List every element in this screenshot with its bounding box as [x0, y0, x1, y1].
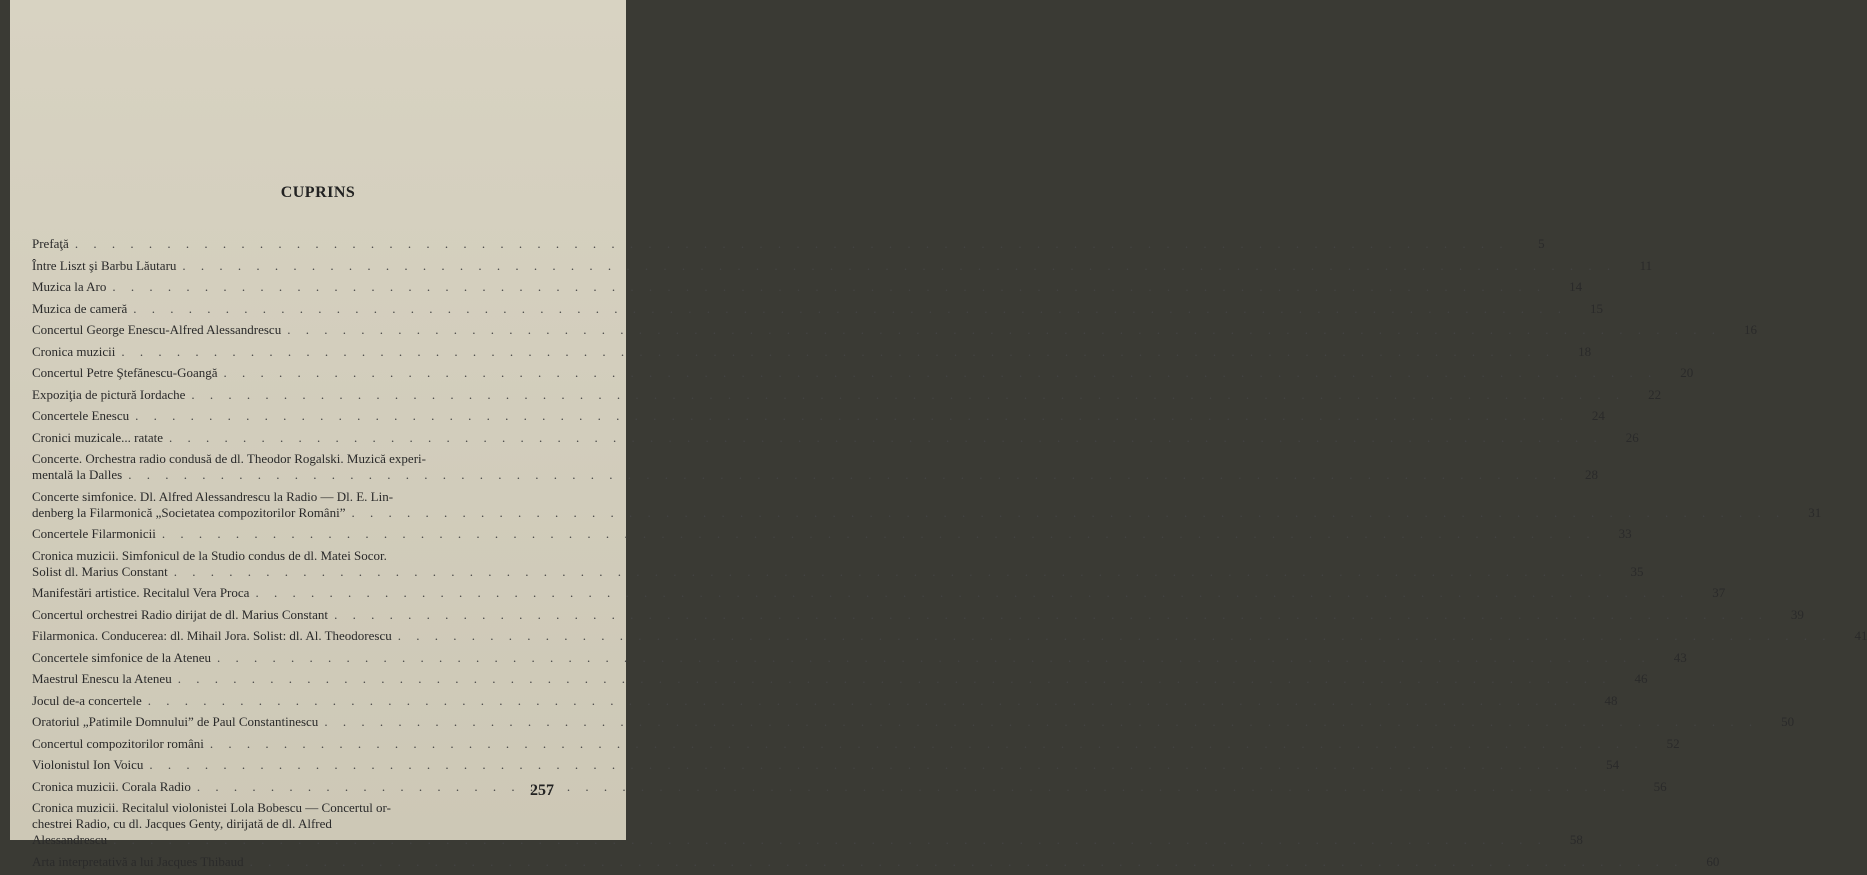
- toc-entry-title-line: Concertul Petre Ştefănescu-Goangă: [32, 365, 218, 380]
- dot-leader: [121, 344, 1555, 360]
- toc-entry-title-line: Concertul compozitorilor români: [32, 735, 204, 751]
- dot-leader: [224, 365, 1658, 381]
- dot-leader: [398, 628, 1832, 644]
- toc-entry-title-line: Solist dl. Marius Constant: [32, 563, 168, 579]
- toc-entry: [32, 671, 1648, 687]
- toc-entry: [32, 714, 1795, 730]
- toc-entry-page: 26: [1625, 429, 1639, 445]
- toc-entry: [32, 757, 1620, 773]
- toc-entry-page: 60: [1706, 853, 1720, 869]
- dot-leader: [174, 564, 1608, 580]
- toc-entry-title-line: chestrei Radio, cu dl. Jacques Genty, dirijată de dl. Alfred: [32, 816, 332, 831]
- toc-entry-page: 11: [1639, 257, 1653, 273]
- toc-entry-page: 15: [1590, 300, 1604, 316]
- toc-entry-page: 31: [1808, 504, 1822, 520]
- toc-entry-title-line: Cronica muzicii. Corala Radio: [32, 778, 191, 794]
- dot-leader: [149, 757, 1583, 773]
- toc-entry-title-line: Expoziţia de pictură Iordache: [32, 386, 186, 402]
- book-page: [10, 0, 1867, 869]
- toc-entry: [32, 735, 1680, 752]
- toc-entry-page: 46: [1634, 671, 1648, 686]
- dot-leader: [182, 258, 1616, 274]
- toc-entry-title-line: Concerte. Orchestra radio condusă de dl. Theodor Rogalski. Muzică experi-: [32, 451, 426, 466]
- toc-entry: [32, 547, 1644, 580]
- toc-entry: [32, 800, 1583, 848]
- toc-entry: [32, 236, 1545, 252]
- toc-entry-title-line: denberg la Filarmonică „Societatea compozitorilor Români”: [32, 504, 346, 520]
- dot-leader: [148, 693, 1582, 709]
- dot-leader: [169, 430, 1603, 446]
- toc-entry: [32, 628, 1867, 644]
- toc-entry-page: 20: [1680, 365, 1694, 380]
- toc-entry: [32, 488, 1822, 521]
- dot-leader: [178, 671, 1612, 687]
- toc-entry-title-line: Jocul de-a concertele: [32, 692, 142, 708]
- dot-leader: [75, 236, 1509, 252]
- toc-entry-title-line: Violonistul Ion Voicu: [32, 757, 144, 772]
- toc-entry-title-line: Între Liszt şi Barbu Lăutaru: [32, 257, 177, 273]
- toc-entry: [32, 257, 1653, 274]
- dot-leader: [217, 650, 1651, 666]
- toc-entry: [32, 300, 1604, 317]
- toc-entry: [32, 692, 1618, 709]
- toc-entry: [32, 526, 1632, 542]
- toc-entry-title-line: Maestrul Enescu la Ateneu: [32, 671, 172, 686]
- toc-entry-page: 14: [1569, 279, 1583, 294]
- table-of-contents: [32, 236, 1867, 875]
- toc-entry-title-line: Arta interpretativă a lui Jacques Thibaud: [32, 853, 244, 869]
- toc-entry-title-line: Cronici muzicale... ratate: [32, 429, 164, 445]
- dot-leader: [133, 301, 1567, 317]
- toc-entry-title-line: Concertele Filarmonicii: [32, 526, 156, 541]
- toc-entry: [32, 322, 1757, 338]
- toc-entry-page: 43: [1673, 649, 1687, 665]
- page-title: CUPRINS: [280, 184, 356, 201]
- dot-leader: [112, 279, 1546, 295]
- page-number: 257: [530, 782, 554, 799]
- toc-entry: [32, 585, 1726, 601]
- toc-entry-page: 22: [1648, 386, 1662, 402]
- toc-entry-title-line: Alessandrescu: [32, 832, 108, 847]
- dot-leader: [287, 322, 1721, 338]
- toc-entry-title-line: mentală la Dalles: [32, 467, 123, 482]
- dot-leader: [210, 736, 1644, 752]
- toc-entry-title-line: Cronica muzicii. Simfonicul de la Studio condus de dl. Matei Socor.: [32, 547, 387, 563]
- dot-leader: [255, 585, 1689, 601]
- toc-entry-title-line: Concertele Enescu: [32, 408, 130, 423]
- dot-leader: [191, 387, 1625, 403]
- toc-entry-page: 56: [1653, 778, 1667, 794]
- toc-entry: [32, 408, 1605, 424]
- toc-entry-page: 37: [1712, 585, 1726, 600]
- toc-entry-title-line: Prefaţă: [32, 236, 69, 251]
- toc-entry-page: 39: [1790, 606, 1804, 622]
- toc-entry: [32, 365, 1694, 381]
- toc-entry: [32, 429, 1639, 446]
- toc-entry: [32, 343, 1592, 360]
- toc-entry-page: 33: [1618, 526, 1632, 541]
- toc-entry: [32, 778, 1667, 795]
- toc-entry-page: 41: [1854, 628, 1867, 643]
- toc-entry-page: 28: [1585, 467, 1598, 482]
- dot-leader: [197, 779, 1631, 795]
- dot-leader: [334, 607, 1768, 623]
- toc-entry: [32, 386, 1662, 403]
- toc-entry-page: 52: [1666, 735, 1680, 751]
- toc-entry-title-line: Concerte simfonice. Dl. Alfred Alessandrescu la Radio — Dl. E. Lin-: [32, 488, 394, 504]
- toc-entry-page: 35: [1630, 563, 1644, 579]
- toc-entry: [32, 451, 1598, 483]
- toc-entry-title-line: Concertul George Enescu-Alfred Alessandrescu: [32, 322, 282, 337]
- toc-entry: [32, 279, 1583, 295]
- toc-entry: [32, 606, 1804, 623]
- toc-entry-page: 58: [1569, 832, 1583, 847]
- toc-entry-title-line: Manifestări artistice. Recitalul Vera Proca: [32, 585, 250, 600]
- toc-entry-page: 50: [1781, 714, 1795, 729]
- dot-leader: [351, 505, 1785, 521]
- dot-leader: [250, 854, 1684, 870]
- dot-leader: [128, 467, 1562, 483]
- toc-entry-title-line: Muzica la Aro: [32, 279, 107, 294]
- dot-leader: [135, 408, 1569, 424]
- toc-entry-page: 54: [1606, 757, 1620, 772]
- toc-entry-title-line: Muzica de cameră: [32, 300, 128, 316]
- toc-entry: [32, 649, 1687, 666]
- toc-entry-title-line: Concertul orchestrei Radio dirijat de dl. Marius Constant: [32, 606, 329, 622]
- dot-leader: [324, 714, 1758, 730]
- dot-leader: [162, 526, 1596, 542]
- toc-entry-title-line: Concertele simfonice de la Ateneu: [32, 649, 212, 665]
- toc-entry-page: 48: [1604, 692, 1618, 708]
- dot-leader: [113, 832, 1547, 848]
- toc-entry-title-line: Oratoriul „Patimile Domnului” de Paul Constantinescu: [32, 714, 319, 729]
- toc-entry-page: 16: [1743, 322, 1757, 337]
- toc-entry: [32, 853, 1720, 870]
- toc-entry-page: 24: [1591, 408, 1605, 423]
- toc-entry-page: 5: [1538, 236, 1545, 251]
- toc-entry-title-line: Filarmonica. Conducerea: dl. Mihail Jora. Solist: dl. Al. Theodorescu: [32, 628, 392, 643]
- toc-entry-page: 18: [1578, 343, 1592, 359]
- toc-entry-title-line: Cronica muzicii: [32, 343, 116, 359]
- toc-entry-title-line: Cronica muzicii. Recitalul violonistei Lola Bobescu — Concertul or-: [32, 800, 391, 815]
